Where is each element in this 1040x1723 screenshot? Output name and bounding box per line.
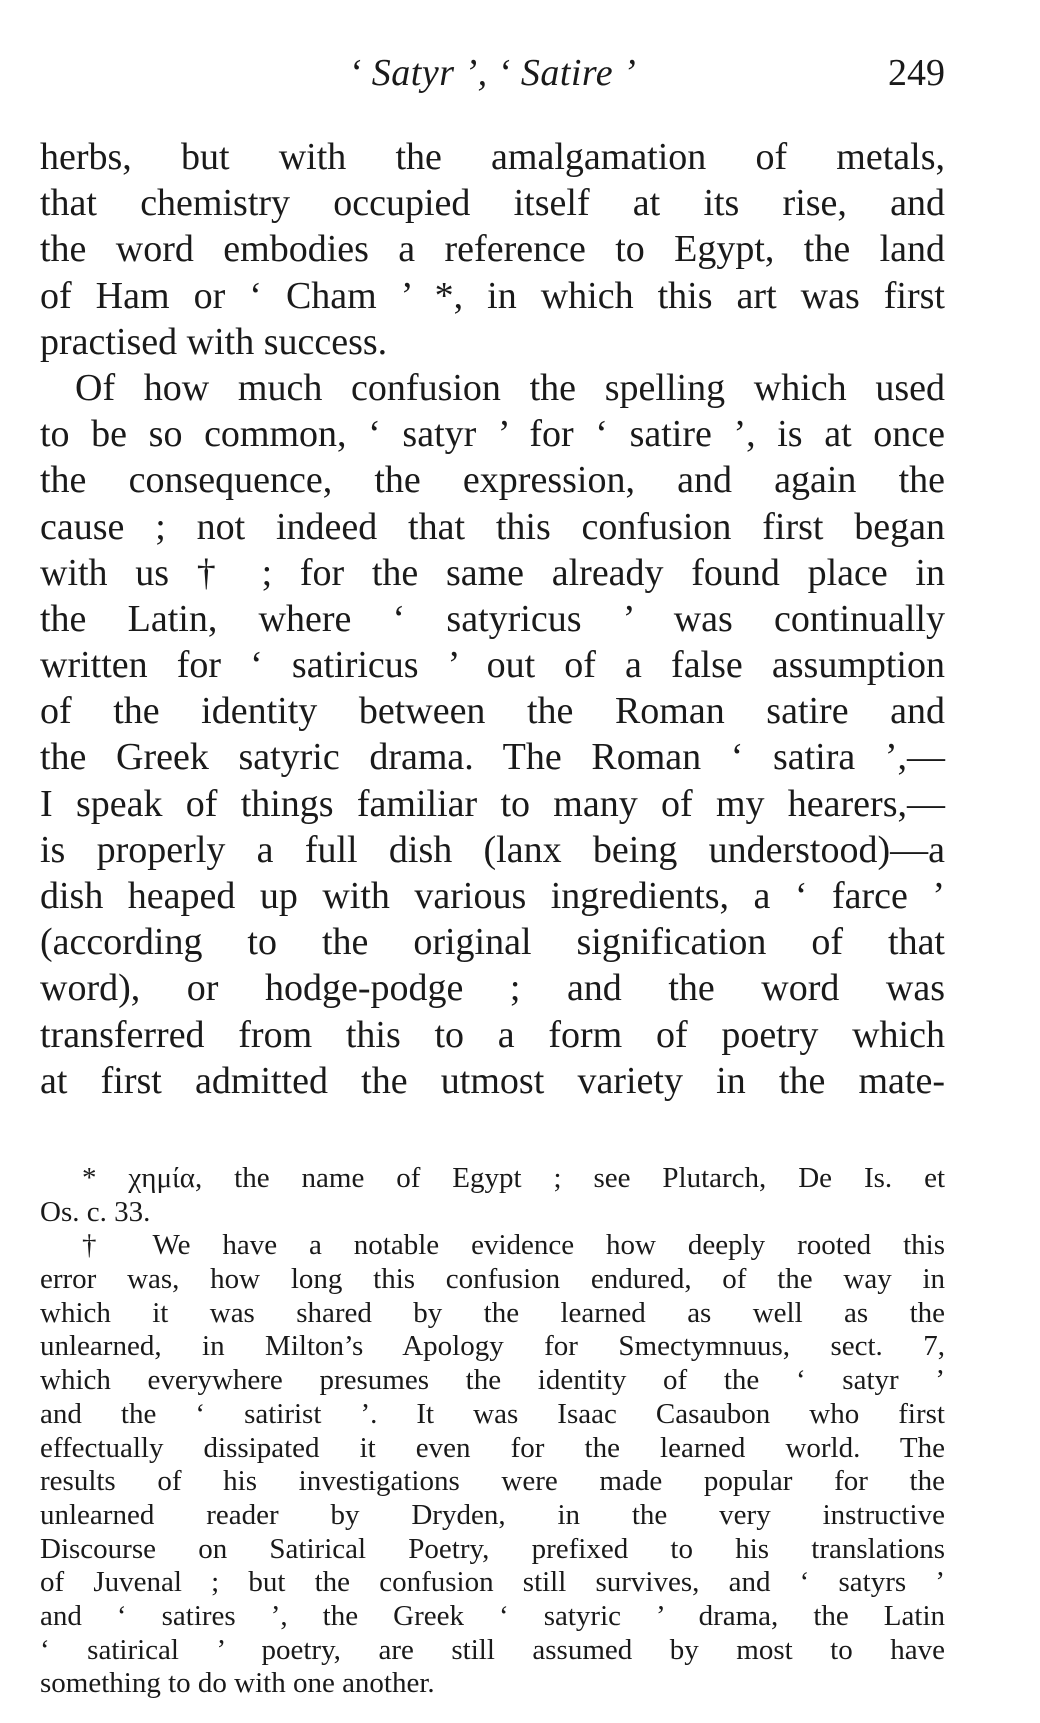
text-line: the Greek satyric drama. The Roman ‘ satira ’,—: [40, 736, 945, 779]
text-line: word), or hodge-podge ; and the word was: [40, 967, 945, 1010]
footnote-line: and ‘ satires ’, the Greek ‘ satyric ’ drama, the Latin: [40, 1599, 945, 1632]
footnote-line: Os. c. 33.: [40, 1195, 151, 1228]
body-text: [40, 134, 945, 1104]
text-line: written for ‘ satiricus ’ out of a false assumption: [40, 644, 945, 687]
footnote-line: Discourse on Satirical Poetry, prefixed to his translations: [40, 1532, 945, 1565]
text-line: dish heaped up with various ingredients, a ‘ farce ’: [40, 875, 945, 917]
footnote-line: and the ‘ satirist ’. It was Isaac Casaubon who first: [40, 1397, 945, 1430]
book-page: [40, 0, 945, 1723]
page-number: 249: [888, 52, 945, 94]
footnote-star: [40, 1162, 945, 1229]
text-line: at first admitted the utmost variety in the mate-: [40, 1059, 945, 1102]
text-line: is properly a full dish (lanx being understood)—a: [40, 828, 945, 871]
text-line: (according to the original signification of that: [40, 921, 945, 964]
footnote-line: of Juvenal ; but the confusion still survives, and ‘ satyrs ’: [40, 1566, 945, 1599]
text-line: of Ham or ‘ Cham ’ *, in which this art was first: [40, 274, 945, 317]
text-line: herbs, but with the amalgamation of metals,: [40, 136, 945, 178]
footnote-line: * χημία, the name of Egypt ; see Plutarch, De Is. et: [82, 1162, 945, 1194]
text-line: Of how much confusion the spelling which used: [75, 366, 945, 409]
footnote-line: effectually dissipated it even for the learned world. The: [40, 1431, 945, 1464]
footnote-line: unlearned, in Milton’s Apology for Smectymnuus, sect. 7,: [40, 1330, 945, 1363]
footnote-line: which everywhere presumes the identity of the ‘ satyr ’: [40, 1364, 945, 1397]
text-line: the consequence, the expression, and again the: [40, 459, 945, 502]
footnote-line: error was, how long this confusion endured, of the way in: [40, 1263, 945, 1296]
running-head: [40, 48, 945, 98]
footnote-line: results of his investigations were made popular for the: [40, 1465, 945, 1498]
text-line: with us † ; for the same already found place in: [40, 551, 945, 594]
footnote-line: ‘ satirical ’ poetry, are still assumed by most to have: [40, 1633, 945, 1666]
text-line: the Latin, where ‘ satyricus ’ was continually: [40, 597, 945, 640]
footnote-dagger: [40, 1229, 945, 1701]
running-title: ‘ Satyr ’, ‘ Satire ’: [348, 52, 637, 94]
text-line: I speak of things familiar to many of my hearers,—: [40, 782, 945, 825]
footnote-line: which it was shared by the learned as well as the: [40, 1296, 945, 1329]
text-line: cause ; not indeed that this confusion first began: [40, 505, 945, 548]
text-line: to be so common, ‘ satyr ’ for ‘ satire ’, is at once: [40, 413, 945, 456]
footnote-line: something to do with one another.: [40, 1667, 435, 1700]
text-line: of the identity between the Roman satire and: [40, 690, 945, 733]
footnote-line: unlearned reader by Dryden, in the very instructive: [40, 1498, 945, 1531]
footnotes: [40, 1162, 945, 1701]
text-line: the word embodies a reference to Egypt, the land: [40, 228, 945, 271]
text-line: that chemistry occupied itself at its rise, and: [40, 182, 945, 225]
text-line: practised with success.: [40, 320, 388, 363]
footnote-line: † We have a notable evidence how deeply rooted this: [82, 1229, 945, 1262]
text-line: transferred from this to a form of poetry which: [40, 1013, 945, 1056]
